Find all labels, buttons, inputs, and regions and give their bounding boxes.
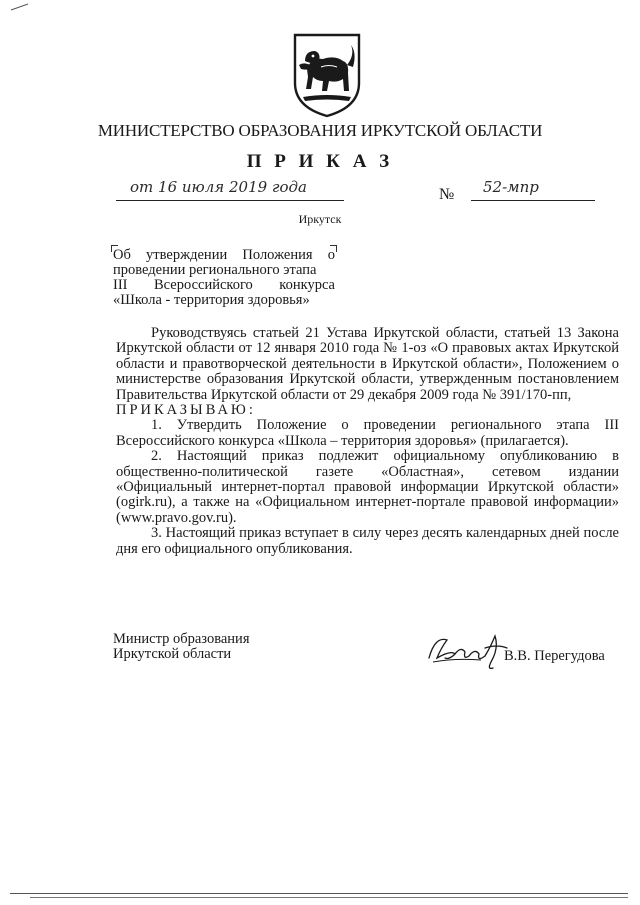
subject-line: III Всероссийского конкурса [113,277,335,293]
document-type: П Р И К А З [246,151,394,172]
order-item: 1. Утвердить Положение о проведении регионального этапа III Всероссийского конкурса «Школа – территория здоровья» (прилагается). [116,417,619,449]
footer-rule [10,893,628,898]
order-item: 3. Настоящий приказ вступает в силу через десять календарных дней после дня его официального опубликования. [116,525,619,557]
handwritten-date: от 16 июля 2019 года [130,178,307,196]
signatory-name: В.В. Перегудова [504,648,605,664]
order-body [116,326,619,557]
date-field [116,178,344,201]
subject-line: «Школа - территория здоровья» [113,292,310,308]
subject-block [113,248,335,308]
order-item: 2. Настоящий приказ подлежит официальному опубликованию в общественно-политической газете «Областная», сетевом издании «Официальный интернет-портал правовой информации Иркутской области» (ogirk.ru), а также на «Официальном интернет-портале правовой информации» (www.pravo.gov.ru). [116,448,619,526]
scan-mark [10,2,30,12]
ministry-title: МИНИСТЕРСТВО ОБРАЗОВАНИЯ ИРКУТСКОЙ ОБЛАСТИ [97,121,543,140]
subject-line: проведении регионального этапа [113,262,317,278]
preamble-paragraph: Руководствуясь статьей 21 Устава Иркутской области, статьей 13 Закона Иркутской области от 12 января 2010 года № 1-оз «О правовых актах Иркутской области и правотворческой деятельности в Иркутской области», Положением о министерстве образования Иркутской области, утвержденным постановлением Правительства Иркутской области от 29 декабря 2009 года № 391/170-пп, [116,325,619,403]
number-field [471,178,595,201]
position-line: Иркутской области [113,646,232,662]
handwritten-number: 52-мпр [483,178,539,196]
city-label: Иркутск [298,212,342,226]
subject-line: Об утверждении Положения о [113,247,335,263]
number-sign: № [439,186,455,203]
position-line: Министр образования [113,631,250,647]
handwritten-signature [425,628,515,674]
signatory-position [113,632,249,662]
coat-of-arms-icon [291,31,363,119]
orders-heading: ПРИКАЗЫВАЮ: [116,402,256,419]
